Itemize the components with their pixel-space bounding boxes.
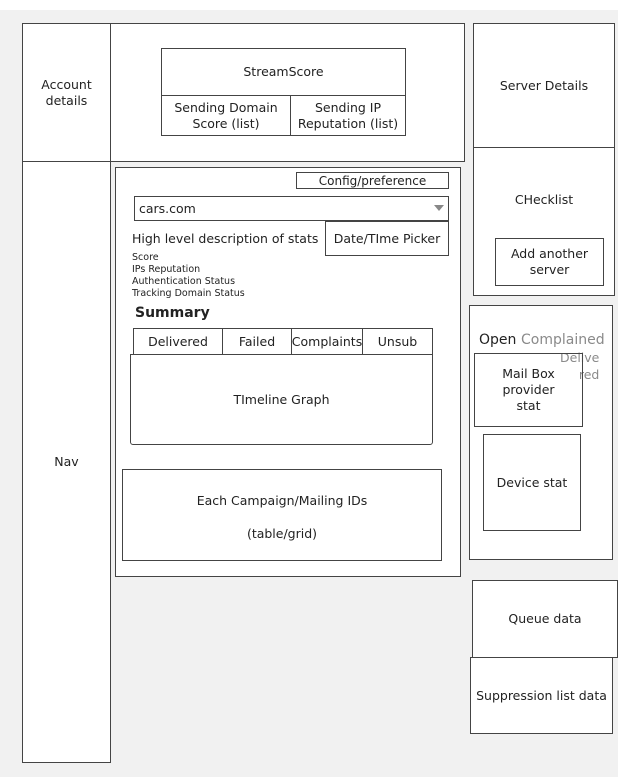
domain-select[interactable] bbox=[134, 196, 449, 221]
chevron-down-icon[interactable] bbox=[434, 205, 444, 211]
sending-domain-score-list[interactable]: Sending Domain Score (list) bbox=[161, 95, 291, 136]
delivered-label[interactable]: Delive red bbox=[560, 350, 600, 382]
timeline-graph[interactable]: TImeline Graph bbox=[130, 354, 433, 445]
stats-item-ip-reputation: IPs Reputation bbox=[132, 264, 201, 275]
mailbox-provider-stat[interactable]: Mail Box provider stat bbox=[474, 353, 583, 427]
date-time-picker[interactable]: Date/TIme Picker bbox=[325, 221, 449, 256]
tab-complaints[interactable]: Complaints bbox=[291, 328, 363, 355]
tab-unsub[interactable]: Unsub bbox=[362, 328, 433, 355]
add-another-server-button[interactable]: Add another server bbox=[495, 238, 604, 286]
stats-heading: High level description of stats bbox=[132, 231, 319, 246]
nav-panel[interactable]: Nav bbox=[22, 161, 111, 763]
stats-item-score: Score bbox=[132, 252, 159, 263]
sending-ip-reputation-list[interactable]: Sending IP Reputation (list) bbox=[290, 95, 406, 136]
campaign-table-note: (table/grid) bbox=[246, 526, 318, 541]
complained-label[interactable]: Complained bbox=[521, 332, 605, 348]
streamscore-box[interactable]: StreamScore bbox=[161, 48, 406, 96]
device-stat[interactable]: Device stat bbox=[483, 434, 581, 531]
score-header-panel bbox=[110, 23, 465, 162]
queue-data-panel[interactable]: Queue data bbox=[472, 580, 618, 658]
account-details-panel[interactable]: Account details bbox=[22, 23, 111, 162]
stats-item-tracking-domain: Tracking Domain Status bbox=[132, 288, 245, 299]
tab-delivered[interactable]: Delivered bbox=[133, 328, 223, 355]
checklist-title: CHecklist bbox=[514, 192, 574, 207]
main-stats-panel bbox=[115, 167, 461, 577]
summary-title: Summary bbox=[135, 305, 210, 321]
campaign-table[interactable] bbox=[122, 469, 442, 561]
config-preference-button[interactable]: Config/preference bbox=[296, 172, 449, 189]
open-label[interactable]: Open bbox=[479, 332, 517, 348]
checklist-panel bbox=[473, 147, 615, 296]
campaign-table-title: Each Campaign/Mailing IDs bbox=[196, 493, 368, 508]
domain-select-value: cars.com bbox=[139, 201, 196, 216]
tab-failed[interactable]: Failed bbox=[222, 328, 292, 355]
server-details-panel[interactable]: Server Details bbox=[473, 23, 615, 148]
stats-list bbox=[132, 252, 245, 300]
engagement-panel bbox=[469, 305, 613, 560]
stats-item-authentication: Authentication Status bbox=[132, 276, 236, 287]
suppression-list-panel[interactable]: Suppression list data bbox=[470, 657, 613, 734]
